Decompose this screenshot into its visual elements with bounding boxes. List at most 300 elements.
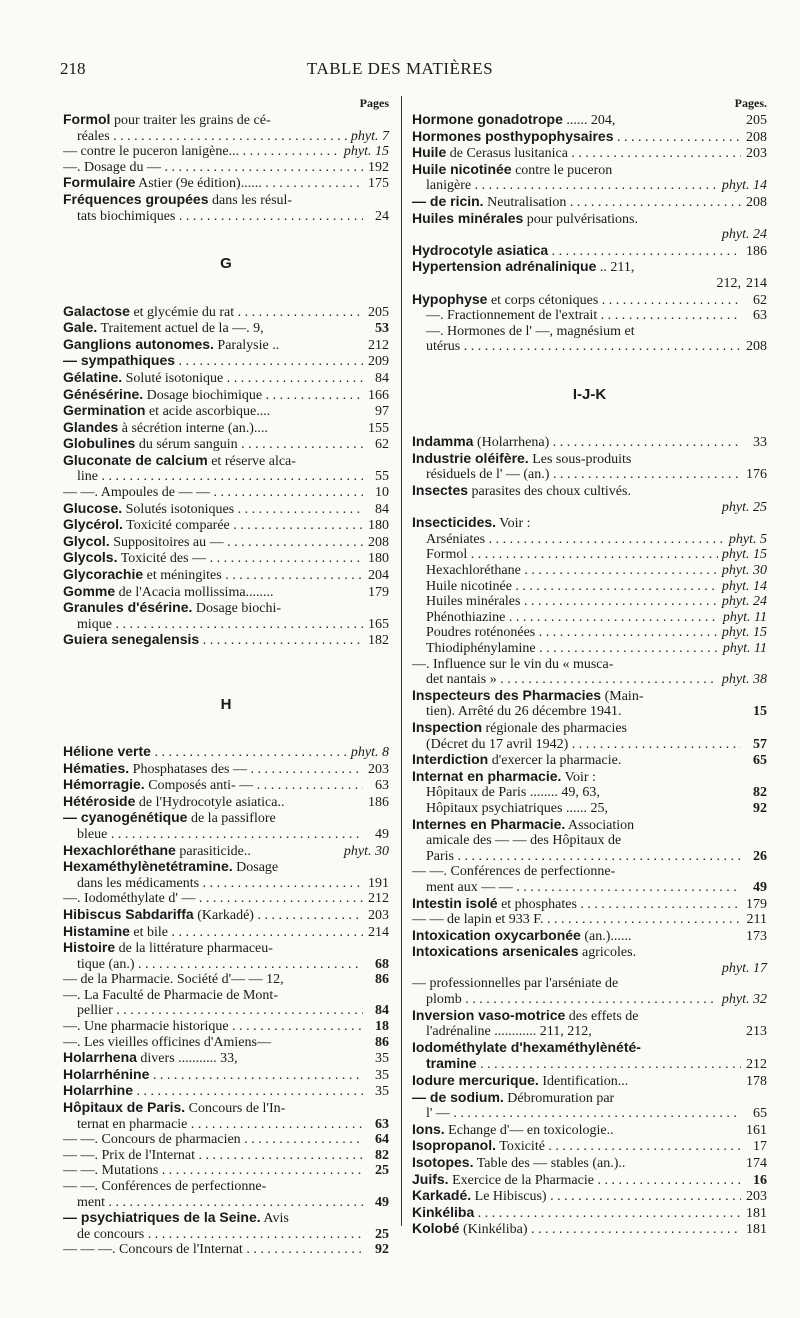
index-entry xyxy=(63,517,389,534)
entry-headword: Huiles minérales xyxy=(412,210,524,226)
entry-page-ref: 213 xyxy=(746,1024,767,1040)
entry-description: tien). Arrêté du 26 décembre 1941. xyxy=(426,704,622,720)
entry-page-ref: phyt. 7 xyxy=(350,128,389,144)
entry-text xyxy=(63,744,347,761)
entry-description: Voir : xyxy=(496,516,531,532)
entry-text xyxy=(412,849,741,865)
entry-text xyxy=(63,1050,363,1067)
entry-description: —. La Faculté de Pharmacie de Mont- xyxy=(63,987,278,1003)
entry-text xyxy=(412,1056,741,1073)
index-entry xyxy=(412,259,767,276)
entry-description: divers ........... 33, xyxy=(136,1051,238,1067)
entry-text xyxy=(63,1195,363,1211)
index-entry xyxy=(63,485,389,501)
entry-description: —. Fractionnement de l'extrait xyxy=(426,308,598,324)
entry-page-ref: 186 xyxy=(368,794,389,810)
entry-page-ref: 211 xyxy=(746,912,767,928)
index-entry xyxy=(63,387,389,404)
index-entry xyxy=(63,810,389,827)
entry-description: Paris xyxy=(426,848,454,864)
index-entry xyxy=(412,227,767,243)
entry-text xyxy=(412,434,741,451)
entry-page-ref: 174 xyxy=(746,1156,767,1171)
index-entry xyxy=(412,1090,767,1107)
entry-description: Solutés isotoniques xyxy=(122,501,235,517)
entry-headword: Inspecteurs des Pharmacies xyxy=(412,687,602,703)
entry-text xyxy=(412,547,718,563)
entry-description: ment xyxy=(77,1194,105,1210)
entry-description: Arséniates xyxy=(426,531,486,547)
entry-page-ref: 64 xyxy=(375,1132,389,1148)
entry-description: (an.)...... xyxy=(580,928,632,944)
entry-text xyxy=(63,600,389,617)
entry-text xyxy=(63,1227,363,1243)
entry-description: et glycémie du rat xyxy=(129,304,235,320)
entry-text xyxy=(412,625,718,641)
entry-headword: Inspection xyxy=(412,719,483,735)
index-entry xyxy=(63,632,389,649)
entry-description: mique xyxy=(77,616,112,632)
entry-page-ref: 65 xyxy=(753,1106,767,1122)
blank-line xyxy=(412,371,767,387)
page-number: 218 xyxy=(60,59,86,78)
entry-description: Hexachloréthane xyxy=(426,563,521,579)
entry-headword: — de sodium. xyxy=(412,1089,504,1105)
entry-text xyxy=(63,891,363,907)
entry-text xyxy=(412,928,741,945)
entry-text xyxy=(412,896,741,913)
entry-description: pellier xyxy=(77,1003,113,1019)
entry-page-ref: 180 xyxy=(368,551,389,567)
entry-text xyxy=(63,1100,389,1117)
entry-page-ref: phyt. 24 xyxy=(721,227,767,243)
entry-description: 212, xyxy=(716,275,741,291)
entry-headword: Holarrhena xyxy=(63,1050,137,1066)
entry-text xyxy=(412,211,767,228)
entry-description: — — de lapin et 933 F. xyxy=(412,912,544,928)
entry-page-ref: 15 xyxy=(753,704,767,720)
entry-text xyxy=(63,501,363,518)
entry-text xyxy=(412,1090,767,1107)
index-entry xyxy=(412,515,767,532)
entry-headword: Guiera senegalensis xyxy=(63,632,200,648)
entry-text xyxy=(63,988,389,1004)
entry-headword: Glucose. xyxy=(63,500,123,516)
entry-headword: Glycols. xyxy=(63,550,118,566)
entry-page-ref: 17 xyxy=(753,1139,767,1155)
entry-headword: Isopropanol. xyxy=(412,1138,496,1154)
index-entry xyxy=(412,162,767,179)
index-entry xyxy=(412,308,767,324)
index-entry xyxy=(412,243,767,260)
entry-page-ref: 49 xyxy=(753,879,767,895)
entry-page-ref: phyt. 15 xyxy=(343,144,389,160)
entry-text xyxy=(63,337,363,354)
blank-line xyxy=(412,355,767,371)
entry-headword: Hypertension adrénalinique xyxy=(412,259,597,275)
entry-page-ref: 16 xyxy=(753,1172,767,1188)
entry-text xyxy=(412,243,741,260)
entry-text xyxy=(412,483,767,500)
index-entry xyxy=(412,976,767,992)
entry-text xyxy=(63,810,389,827)
entry-page-ref: 208 xyxy=(746,129,767,145)
entry-text xyxy=(63,584,363,601)
entry-text xyxy=(412,594,718,610)
entry-headword: Formulaire xyxy=(63,175,136,191)
entry-page-ref: 179 xyxy=(746,896,767,912)
entry-text xyxy=(63,353,363,370)
entry-description: de la littérature pharmaceu- xyxy=(115,941,273,957)
section-letter: G xyxy=(220,255,232,273)
index-entry xyxy=(63,144,389,160)
entry-page-ref: 176 xyxy=(746,467,767,483)
entry-description: line xyxy=(77,469,98,485)
entry-text xyxy=(412,324,767,340)
entry-headword: Glandes xyxy=(63,419,119,435)
index-entry xyxy=(63,940,389,957)
entry-description: Thiodiphénylamine xyxy=(426,641,536,656)
entry-text xyxy=(412,1172,741,1189)
entry-text xyxy=(412,451,767,468)
entry-headword: Internes en Pharmacie. xyxy=(412,816,566,832)
entry-text xyxy=(63,160,363,176)
section-letter: H xyxy=(220,695,232,713)
index-entry xyxy=(412,339,767,355)
entry-description: Hôpitaux psychiatriques ...... 25, xyxy=(426,800,608,816)
index-entry xyxy=(63,617,389,633)
entry-text xyxy=(63,485,363,501)
entry-page-ref: 49 xyxy=(375,826,389,842)
entry-text xyxy=(412,641,719,657)
entry-headword: tramine xyxy=(426,1056,477,1072)
entry-headword: Internat en pharmacie. xyxy=(412,768,562,784)
index-entry xyxy=(412,276,767,292)
entry-page-ref: 181 xyxy=(746,1205,767,1221)
entry-page-ref: phyt. 15 xyxy=(721,625,767,641)
entry-text xyxy=(412,672,718,688)
entry-headword: Hôpitaux de Paris. xyxy=(63,1100,186,1116)
entry-text xyxy=(412,880,741,896)
entry-page-ref: phyt. 24 xyxy=(721,594,767,610)
entry-text xyxy=(63,534,363,551)
entry-description: — contre le puceron lanigène... xyxy=(63,144,240,160)
entry-page-ref: 86 xyxy=(375,972,389,988)
entry-page-ref: 205 xyxy=(746,113,767,128)
entry-description: —. Influence sur le vin du « musca- xyxy=(412,656,614,672)
entry-page-ref: 25 xyxy=(375,1226,389,1242)
index-entry xyxy=(412,1008,767,1025)
entry-description: Dosage biochi- xyxy=(192,601,282,617)
entry-description: dans les médicaments xyxy=(77,875,200,891)
entry-text xyxy=(63,420,363,437)
index-entry xyxy=(63,988,389,1004)
entry-text xyxy=(63,517,363,534)
index-entry xyxy=(412,467,767,483)
entry-description: Voir : xyxy=(561,769,596,785)
entry-description: ment aux — — xyxy=(426,879,513,895)
entry-page-ref: 212 xyxy=(368,337,389,353)
entry-headword: Histamine xyxy=(63,923,130,939)
entry-description: (Karkadé) xyxy=(193,907,254,923)
entry-text xyxy=(63,1035,363,1051)
entry-text xyxy=(412,1040,767,1057)
entry-description: et corps cétoniques xyxy=(487,292,599,308)
entry-description: Soluté isotonique xyxy=(122,370,224,386)
index-entry xyxy=(63,957,389,973)
entry-description: — —. Ampoules de — — xyxy=(63,485,210,501)
entry-text xyxy=(412,688,767,705)
entry-description: parasiticide.. xyxy=(175,843,251,859)
index-entry xyxy=(412,129,767,146)
index-entry xyxy=(412,194,767,211)
entry-text xyxy=(63,907,363,924)
entry-text xyxy=(63,859,389,876)
left-column xyxy=(63,94,389,1258)
entry-headword: Fréquences groupées xyxy=(63,191,209,207)
entry-description: — —. Conférences de perfectionne- xyxy=(412,864,616,880)
entry-page-ref: phyt. 17 xyxy=(721,960,767,976)
entry-headword: Holarrhénine xyxy=(63,1066,150,1082)
entry-description: Identification... xyxy=(538,1074,629,1090)
entry-headword: Iodure mercurique. xyxy=(412,1073,539,1089)
index-entry xyxy=(412,1138,767,1155)
index-entry xyxy=(63,876,389,892)
entry-text xyxy=(412,1122,741,1139)
index-entry xyxy=(412,688,767,705)
entry-description: — — —. Concours de l'Internat xyxy=(63,1242,243,1258)
index-entry xyxy=(63,924,389,941)
entry-text xyxy=(412,992,718,1008)
entry-page-ref: 92 xyxy=(753,800,767,816)
entry-text xyxy=(412,864,767,880)
entry-description: — —. Prix de l'Internat xyxy=(63,1147,195,1163)
index-entry xyxy=(412,625,767,641)
index-entry xyxy=(63,1050,389,1067)
entry-page-ref: 191 xyxy=(368,875,389,891)
index-entry xyxy=(412,1188,767,1205)
index-entry xyxy=(63,453,389,470)
index-entry xyxy=(63,353,389,370)
index-entry xyxy=(63,827,389,843)
index-entry xyxy=(412,145,767,162)
entry-text xyxy=(63,794,363,811)
entry-page-ref: 182 xyxy=(368,633,389,649)
entry-text xyxy=(63,175,363,192)
entry-description: Toxicité des — xyxy=(117,551,207,567)
entry-description: de concours xyxy=(77,1226,145,1242)
entry-page-ref: phyt. 8 xyxy=(350,744,389,760)
entry-headword: Kinkéliba xyxy=(412,1204,475,1220)
entry-text xyxy=(412,752,741,769)
entry-description: (Holarrhena) xyxy=(473,435,550,451)
index-entry xyxy=(63,320,389,337)
index-entry xyxy=(412,801,767,817)
index-entry xyxy=(63,403,389,420)
entry-headword: Indamma xyxy=(412,434,474,450)
entry-description: pour pulvérisations. xyxy=(523,211,638,227)
entry-page-ref: 63 xyxy=(753,308,767,324)
index-entry xyxy=(412,610,767,626)
entry-page-ref: 155 xyxy=(368,420,389,436)
entry-text xyxy=(412,912,741,928)
entry-description: Toxicité xyxy=(496,1139,545,1155)
index-entry xyxy=(412,896,767,913)
entry-text xyxy=(412,1188,741,1205)
entry-text xyxy=(63,777,363,794)
entry-headword: Galactose xyxy=(63,303,130,319)
entry-description: Suppositoires au — xyxy=(109,534,224,550)
entry-headword: Hémorragie. xyxy=(63,777,145,793)
entry-text xyxy=(412,515,767,532)
entry-page-ref: 92 xyxy=(375,1242,389,1258)
entry-headword: Huile xyxy=(412,145,447,161)
entry-page-ref: 204 xyxy=(368,568,389,584)
entry-description: Astier (9e édition)...... xyxy=(135,176,262,192)
entry-page-ref: 212 xyxy=(746,1057,767,1073)
entry-headword: Hélione verte xyxy=(63,743,151,759)
entry-page-ref: 203 xyxy=(368,761,389,777)
entry-page-ref: 63 xyxy=(375,778,389,794)
entry-headword: — sympathiques xyxy=(63,353,176,369)
entry-description: agricoles. xyxy=(578,945,637,961)
index-entry xyxy=(412,641,767,657)
entry-text xyxy=(412,563,718,579)
entry-page-ref: phyt. 15 xyxy=(721,547,767,563)
entry-text xyxy=(63,387,363,404)
right-index-list xyxy=(412,112,767,1238)
index-entry xyxy=(63,1003,389,1019)
blank-line xyxy=(63,288,389,304)
index-entry xyxy=(412,657,767,673)
entry-description: Huiles minérales xyxy=(426,594,521,610)
entry-text xyxy=(63,370,363,387)
entry-description: —. Une pharmacie historique xyxy=(63,1019,229,1035)
entry-description: det nantais » xyxy=(426,672,497,688)
entry-page-ref: phyt. 11 xyxy=(722,609,767,625)
entry-page-ref: 26 xyxy=(753,848,767,864)
index-entry xyxy=(63,420,389,437)
index-entry xyxy=(412,704,767,720)
entry-text xyxy=(63,112,389,129)
entry-description: amicale des — — des Hôpitaux de xyxy=(426,833,622,849)
entry-description: ...... 204, xyxy=(562,113,616,128)
entry-page-ref: 62 xyxy=(375,437,389,453)
entry-headword: Ganglions autonomes. xyxy=(63,336,214,352)
entry-headword: Glycol. xyxy=(63,533,110,549)
entry-description: l'adrénaline ............ 211, 212, xyxy=(426,1024,592,1040)
entry-headword: Hexachloréthane xyxy=(63,842,176,858)
entry-description: Concours de l'In- xyxy=(185,1101,286,1117)
entry-page-ref: 84 xyxy=(375,370,389,386)
entry-headword: Globulines xyxy=(63,436,136,452)
entry-text xyxy=(63,1148,363,1164)
index-entry xyxy=(412,785,767,801)
entry-description: — —. Concours de pharmacien xyxy=(63,1132,241,1148)
entry-description: Le Hibiscus) xyxy=(471,1189,547,1205)
entry-page-ref: phyt. 38 xyxy=(721,672,767,688)
entry-text xyxy=(412,720,767,737)
entry-text xyxy=(63,567,363,584)
index-entry xyxy=(63,550,389,567)
entry-page-ref: 10 xyxy=(375,485,389,501)
entry-page-ref: 205 xyxy=(368,304,389,320)
entry-headword: Kolobé xyxy=(412,1221,460,1237)
entry-description: à sécrétion interne (an.).... xyxy=(118,420,268,436)
entry-description: Huile nicotinée xyxy=(426,578,512,594)
blank-line xyxy=(63,272,389,288)
entry-text xyxy=(63,617,363,633)
blank-line xyxy=(63,665,389,681)
entry-page-ref: 166 xyxy=(368,387,389,403)
entry-text xyxy=(412,276,741,292)
entry-page-ref: 35 xyxy=(375,1084,389,1100)
entry-page-ref: phyt. 14 xyxy=(721,178,767,194)
entry-headword: Hydrocotyle asiatica xyxy=(412,242,549,258)
index-entry xyxy=(63,501,389,518)
entry-headword: Formol xyxy=(63,112,111,127)
index-entry xyxy=(63,1117,389,1133)
entry-text xyxy=(412,1024,741,1040)
entry-text xyxy=(63,1067,363,1084)
entry-text xyxy=(412,339,741,355)
index-entry xyxy=(63,1067,389,1084)
index-entry xyxy=(63,175,389,192)
entry-headword: Hypophyse xyxy=(412,291,488,307)
entry-description: —. Les vieilles officines d'Amiens— xyxy=(63,1034,271,1050)
entry-page-ref: phyt. 32 xyxy=(721,992,767,1008)
entry-headword: — cyanogénétique xyxy=(63,810,188,826)
entry-text xyxy=(63,550,363,567)
entry-description: résiduels de l' — (an.) xyxy=(426,467,550,483)
entry-description: et bile xyxy=(129,924,169,940)
blank-line xyxy=(63,680,389,696)
entry-headword: Insectes xyxy=(412,483,469,499)
entry-text xyxy=(63,827,363,843)
entry-text xyxy=(412,532,725,548)
entry-headword: Hibiscus Sabdariffa xyxy=(63,906,194,922)
index-entry xyxy=(412,864,767,880)
entry-page-ref: 161 xyxy=(746,1122,767,1138)
page-title: TABLE DES MATIÈRES xyxy=(306,59,494,78)
entry-text xyxy=(63,436,363,453)
index-entry xyxy=(412,594,767,610)
entry-description: Association xyxy=(565,817,635,833)
entry-page-ref: 25 xyxy=(375,1163,389,1179)
entry-text xyxy=(63,761,363,778)
entry-text xyxy=(63,1179,389,1195)
entry-page-ref: phyt. 30 xyxy=(721,563,767,579)
entry-description: du sérum sanguin xyxy=(135,437,238,453)
entry-description: Hôpitaux de Paris ........ 49, 63, xyxy=(426,785,600,801)
index-entry xyxy=(63,1083,389,1100)
entry-text xyxy=(63,924,363,941)
index-entry xyxy=(412,500,767,516)
index-entry xyxy=(412,178,767,194)
entry-text xyxy=(63,1083,363,1100)
index-entry xyxy=(412,211,767,228)
index-entry xyxy=(412,1040,767,1057)
entry-description: — —. Mutations xyxy=(63,1163,159,1179)
entry-description: régionale des pharmacies xyxy=(482,720,628,736)
entry-page-ref: 214 xyxy=(746,275,767,291)
entry-description: pour traiter les grains de cé- xyxy=(110,113,271,128)
entry-description: Composés anti- — xyxy=(144,778,254,794)
entry-page-ref: 63 xyxy=(375,1116,389,1132)
blank-line xyxy=(412,419,767,435)
entry-text xyxy=(412,292,741,309)
entry-page-ref: 178 xyxy=(746,1074,767,1090)
